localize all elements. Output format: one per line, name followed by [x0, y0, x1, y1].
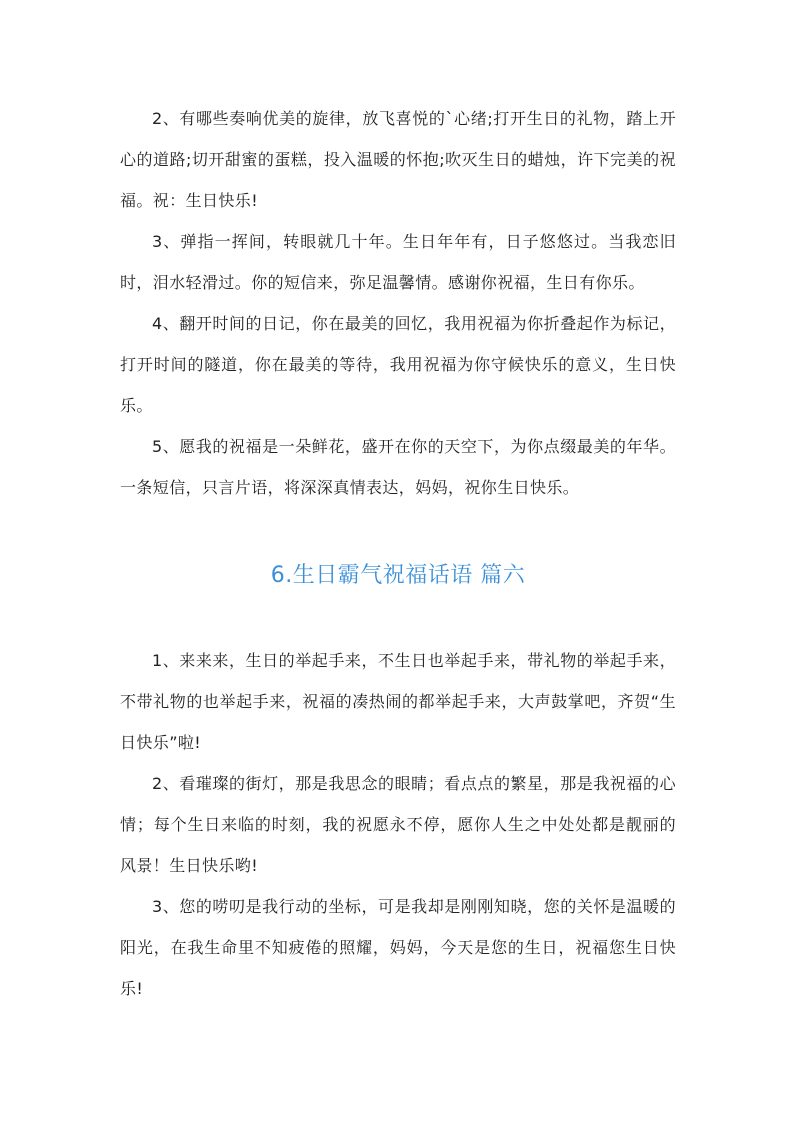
paragraph-5: 5、愿我的祝福是一朵鲜花，盛开在你的天空下，为你点缀最美的年华。一条短信，只言片语，将深深真情表达，妈妈，祝你生日快乐。 [120, 437, 676, 497]
paragraph-2: 2、有哪些奏响优美的旋律，放飞喜悦的`心绪;打开生日的礼物，踏上开心的道路;切开甜蜜的蛋糕，投入温暖的怀抱;吹灭生日的蜡烛，许下完美的祝福。祝：生日快乐! [120, 109, 676, 210]
paragraph-3b: 3、您的唠叨是我行动的坐标，可是我却是刚刚知晓，您的关怀是温暖的阳光，在我生命里不知疲倦的照耀，妈妈，今天是您的生日，祝福您生日快乐! [120, 897, 676, 998]
paragraph-2b: 2、看璀璨的街灯，那是我思念的眼睛；看点点的繁星，那是我祝福的心情；每个生日来临的时刻，我的祝愿永不停，愿你人生之中处处都是靓丽的风景！生日快乐哟! [120, 774, 676, 875]
paragraph-3: 3、弹指一挥间，转眼就几十年。生日年年有，日子悠悠过。当我恋旧时，泪水轻滑过。你的短信来，弥足温馨情。感谢你祝福，生日有你乐。 [120, 232, 676, 292]
section-a [120, 98, 676, 508]
paragraph-1: 1、来来来，生日的举起手来，不生日也举起手来，带礼物的举起手来，不带礼物的也举起手来，祝福的凑热闹的都举起手来，大声鼓掌吧，齐贺“生日快乐”啦! [120, 651, 676, 752]
section-b [120, 640, 676, 1009]
paragraph-4: 4、翻开时间的日记，你在最美的回忆，我用祝福为你折叠起作为标记，打开时间的隧道，你在最美的等待，我用祝福为你守候快乐的意义，生日快乐。 [120, 314, 676, 415]
section-heading: 6.生日霸气祝福话语 篇六 [270, 563, 526, 588]
